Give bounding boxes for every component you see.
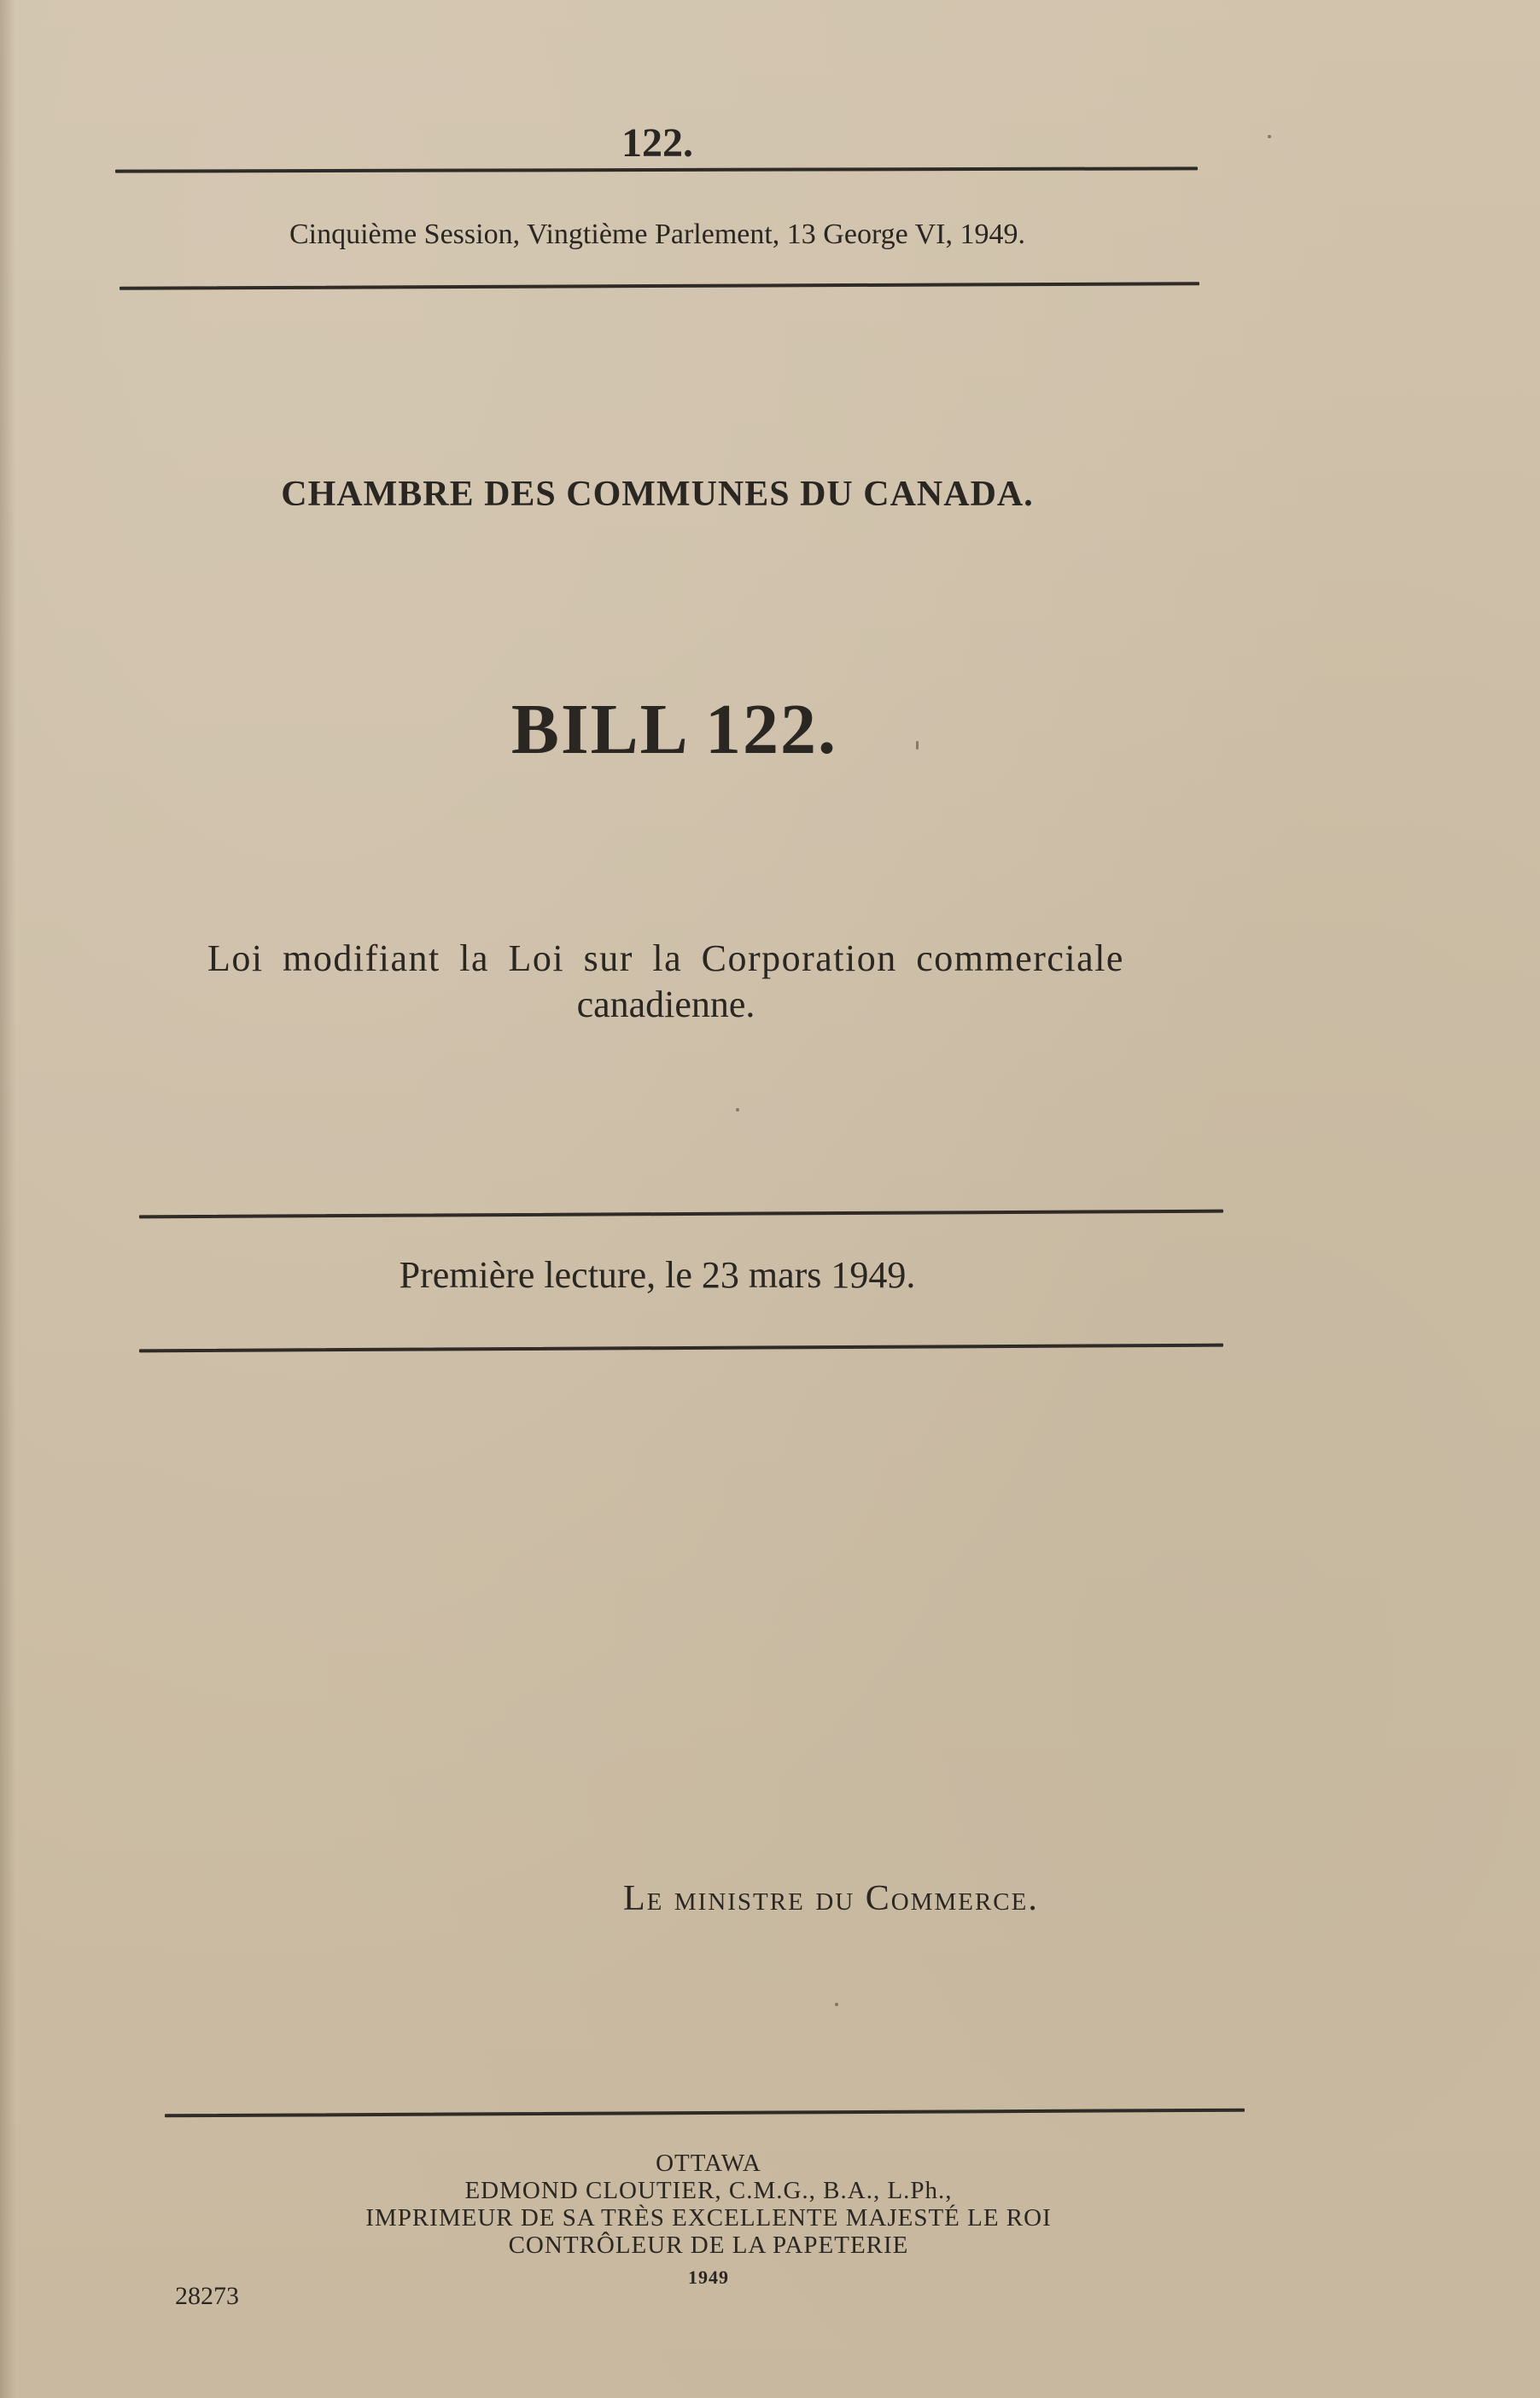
top-rule-1 [115,166,1198,172]
imprint-city: OTTAWA [656,2150,761,2177]
imprint-year: 1949 [688,2267,729,2288]
catalog-number: 28273 [175,2282,239,2310]
bill-title: BILL 122. [510,690,838,769]
first-reading-line: Première lecture, le 23 mars 1949. [399,1254,916,1296]
paper-speck [835,2003,838,2006]
reading-rule-bottom [139,1344,1223,1353]
paper-speck [1268,135,1271,138]
minister-signature-line: Le ministre du Commerce. [623,1879,1039,1918]
bill-description [154,936,1178,1028]
top-rule-2 [120,282,1199,290]
paper-speck [736,1108,739,1111]
chamber-title: CHAMBRE DES COMMUNES DU CANADA. [281,475,1034,514]
bill-description-line-2: canadienne. [576,983,755,1025]
reading-rule-top [139,1210,1223,1219]
bill-number-header: 122. [621,120,693,166]
imprint-printer: EDMOND CLOUTIER, C.M.G., B.A., L.Ph., [464,2177,953,2204]
page-edge-shadow [0,0,15,2398]
imprint-rule [165,2109,1245,2118]
imprint-role-2: CONTRÔLEUR DE LA PAPETERIE [508,2232,909,2259]
paper-speck [916,741,919,750]
session-line: Cinquième Session, Vingtième Parlement, 13 George VI, 1949. [289,219,1026,250]
printer-imprint [222,2150,1195,2291]
bill-description-line-1: Loi modifiant la Loi sur la Corporation commerciale [207,937,1124,979]
imprint-role-1: IMPRIMEUR DE SA TRÈS EXCELLENTE MAJESTÉ LE ROI [365,2204,1052,2232]
